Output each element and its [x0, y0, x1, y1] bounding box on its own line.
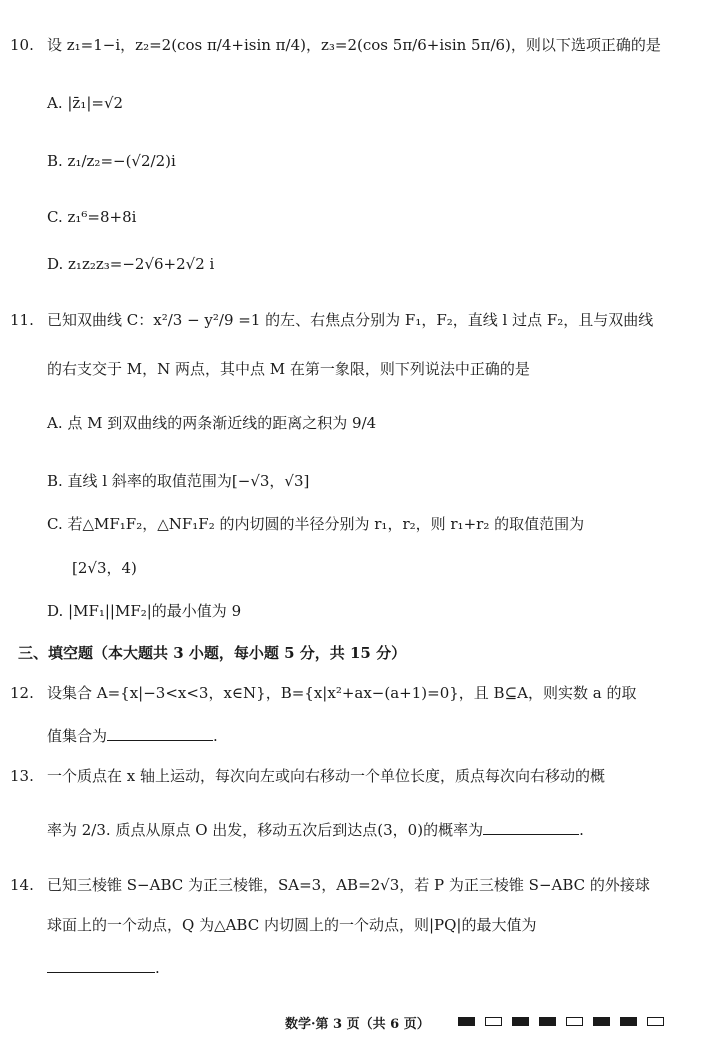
page-mark: [458, 1017, 475, 1026]
page-footer: 数学·第 3 页（共 6 页）: [285, 1017, 430, 1032]
question-number: 13.: [10, 767, 34, 785]
question-stem: 设 z₁=1−i，z₂=2(cos π/4+isin π/4)，z₃=2(cos 5π/6+isin 5π/6)，则以下选项正确的是: [47, 36, 661, 54]
question-number: 10.: [10, 36, 34, 54]
answer-blank[interactable]: [107, 724, 213, 741]
page-mark: [647, 1017, 664, 1026]
question-number: 12.: [10, 684, 34, 702]
question-stem: 已知双曲线 C：x²/3 − y²/9 =1 的左、右焦点分别为 F₁，F₂，直线 l 过点 F₂，且与双曲线: [47, 311, 654, 329]
answer-blank[interactable]: [47, 956, 155, 973]
page-mark: [512, 1017, 529, 1026]
page-marks: [458, 1017, 664, 1026]
answer-blank[interactable]: [483, 818, 579, 835]
question-stem: 设集合 A={x|−3<x<3，x∈N}，B={x|x²+ax−(a+1)=0}，且 B⊆A，则实数 a 的取: [47, 684, 637, 702]
page-mark: [620, 1017, 637, 1026]
page-mark: [566, 1017, 583, 1026]
page-mark: [593, 1017, 610, 1026]
question-number: 14.: [10, 876, 34, 894]
question-number: 11.: [10, 311, 34, 329]
page-mark: [485, 1017, 502, 1026]
page-mark: [539, 1017, 556, 1026]
question-stem: 已知三棱锥 S−ABC 为正三棱锥，SA=3，AB=2√3，若 P 为正三棱锥 S−ABC 的外接球: [47, 876, 650, 894]
question-stem: 一个质点在 x 轴上运动，每次向左或向右移动一个单位长度，质点每次向右移动的概: [47, 767, 605, 785]
exam-page: 10. 设 z₁=1−i，z₂=2(cos π/4+isin π/4)，z₃=2(cos 5π/6+isin 5π/6)，则以下选项正确的是 A. |z̄₁|=√2 B. z₁/z₂=−(√2/2)i C. z₁⁶=8+8i D. z₁z₂z₃=−2√6+2√2 i 11. 已知双曲线 C：x²/3 − y²/9 =1 的左、右焦点分别为 F₁，F₂，直线 l 过点 F₂，且与双曲线 的右支交于 M，N 两点，其中点 M 在第一象限，则下列说法中正确的是 A. 点 M 到双曲线的两条渐近线的距离之积为 9/4 B. 直线 l 斜率的取值范围为[−√3，√3] C. 若△MF₁F₂，△NF₁F₂ 的内切圆的半径分别为 r₁，r₂，则 r₁+r₂ 的取值范围为 [2√3，4) D. |MF₁||MF₂|的最小值为 9 三、填空题（本大题共 3 小题，每小题 5 分，共 15 分） 12. 设集合 A={x|−3<x<3，x∈N}，B={x|x²+ax−(a+1)=0}，且 B⊆A，则实数 a 的取 值集合为 . 13. 一个质点在 x 轴上运动，每次向左或向右移动一个单位长度，质点每次向右移动的概 率为 2/3. 质点从原点 O 出发，移动五次后到达点(3，0)的概率为 . 14. 已知三棱锥 S−ABC 为正三棱锥，SA=3，AB=2√3，若 P 为正三棱锥 S−ABC 的外接球 球面上的一个动点，Q 为△ABC 内切圆上的一个动点，则|PQ|的最大值为 . 数学·第 3 页（共 6 页）: [0, 0, 708, 1059]
